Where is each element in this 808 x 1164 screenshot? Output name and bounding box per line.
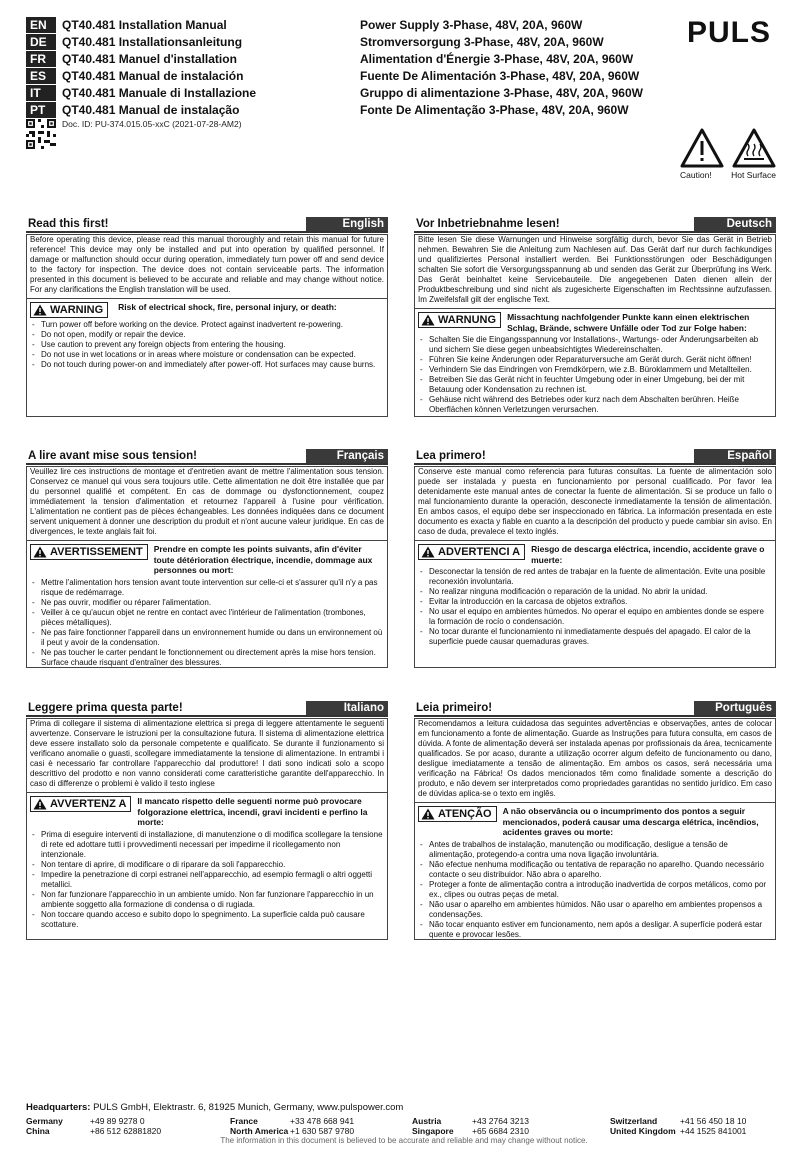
list-item: - No tocar durante el funcionamiento ni inmediatamente después del apagado. El calor de la superficie puede causar quemaduras graves. (418, 627, 772, 647)
warning-badge (30, 302, 108, 318)
qr-code-icon (26, 119, 56, 149)
hot-surface-icon (732, 128, 776, 168)
section-language: Deutsch (694, 217, 776, 231)
lang-code: EN (26, 17, 56, 33)
hazard-symbols (680, 128, 776, 180)
warning-label: WARNUNG (438, 314, 497, 326)
list-item: - Ne pas faire fonctionner l'appareil dans un environnement humide ou dans un environnement où il peut y avoir de la condensation. (30, 628, 384, 648)
list-item: - Do not touch during power-on and immediately after power-off. Hot surfaces may cause burns. (30, 360, 384, 370)
warning-label: ADVERTENCI A (438, 546, 521, 558)
warning-list (415, 567, 775, 651)
section-language: Italiano (306, 701, 388, 715)
section-header (414, 703, 776, 717)
header-row-es (26, 67, 786, 84)
warning-triangle-icon (421, 808, 435, 820)
header-row-pt (26, 101, 786, 118)
list-item: - Ne pas ouvrir, modifier ou réparer l'alimentation. (30, 598, 384, 608)
caution-caption: Caution! (680, 170, 712, 180)
list-item: - Proteger a fonte de alimentação contra a introdução inadvertida de corpos metálicos, como por ex., clipes ou outras peças de metal. (418, 880, 772, 900)
warning-list (27, 578, 387, 672)
contact-phone: +65 6684 2310 (472, 1126, 529, 1136)
header-row-it (26, 84, 786, 101)
warning-block (27, 793, 387, 830)
list-item: - Mettre l'alimentation hors tension avant toute intervention sur celle-ci et s'assurer qu'il n'y a pas risque de redémarrage. (30, 578, 384, 598)
list-item: - Não efectue nenhuma modificação ou tentativa de reparação no aparelho. Quando necessário contacte o seu distribuidor. Não abra o aparelho. (418, 860, 772, 880)
list-item: - Ne pas toucher le carter pendant le fonctionnement ou directement après la mise hors tension. Surface chaude risquant d'entraîner des blessures. (30, 648, 384, 668)
list-item: - Führen Sie keine Änderungen oder Reparaturversuche am Gerät durch. Gerät nicht öffnen! (418, 355, 772, 365)
manual-title: QT40.481 Manuel d'installation (62, 51, 237, 66)
contact-phone: +43 2764 3213 (472, 1116, 529, 1126)
contact-phone: +49 89 9278 0 (90, 1116, 145, 1126)
hot-surface-caption: Hot Surface (731, 170, 776, 180)
document-id: Doc. ID: PU-374.015.05-xxC (2021-07-28-AM2) (62, 119, 242, 129)
headquarters-line (26, 1102, 786, 1113)
warning-text: Missachtung nachfolgender Punkte kann einen elektrischen Schlag, Brände, schwere Unfälle oder Tod zur Folge haben: (507, 312, 750, 333)
list-item: - Non toccare quando acceso e subito dopo lo spegnimento. La superficie calda può causare scottature. (30, 910, 384, 930)
headquarters-address: PULS GmbH, Elektrastr. 6, 81925 Munich, Germany, www.pulspower.com (93, 1102, 404, 1113)
warning-block (27, 299, 387, 320)
section-title: Lea primero! (416, 450, 486, 462)
warning-list (415, 335, 775, 419)
list-item: - Do not use in wet locations or in areas where moisture or condensation can be expected. (30, 350, 384, 360)
section-title: A lire avant mise sous tension! (28, 450, 197, 462)
header-row-en (26, 16, 786, 33)
list-item: - Do not open, modify or repair the device. (30, 330, 384, 340)
warning-block (415, 541, 775, 567)
warning-text: Il mancato rispetto delle seguenti norme può provocare folgorazione elettrica, incendi, gravi incidenti e perfino la morte: (137, 796, 368, 827)
list-item: - Não tocar enquanto estiver em funcionamento, nem após a desligar. A superfície poderá estar quente e provocar lesões. (418, 920, 772, 940)
list-item: - Turn power off before working on the device. Protect against inadvertent re-powering. (30, 320, 384, 330)
warning-triangle-icon (33, 546, 47, 558)
warning-label: AVERTISSEMENT (50, 546, 143, 558)
contact-country: Austria (412, 1116, 442, 1126)
warning-badge (30, 544, 148, 560)
intro-text: Veuillez lire ces instructions de montage et d'entretien avant de mettre l'alimentation sous tension. Conservez ce manuel qui vous sera toujours utile. Cette alimentation ne doit être installée que par du personnel qualifié et compétent. En cas de dommage ou dysfonctionnement, coupez immédiatement la tension d'alimentation et retournez l'appareil à l'usine pour vérification. L'alimentation ne contient pas de pièces échangeables. Les données indiquées dans ce document servent uniquement à donner une description du produit et n'ont aucune valeur juridique. En cas de divergences, le texte anglais fait foi. (27, 465, 387, 541)
contact-country: Germany (26, 1116, 63, 1126)
footer-disclaimer: The information in this document is believed to be accurate and reliable and may change without notice. (220, 1136, 588, 1145)
list-item: - Evitar la introducción en la carcasa de objetos extraños. (418, 597, 772, 607)
manual-title: QT40.481 Installationsanleitung (62, 34, 243, 49)
contact-phone: +86 512 62881820 (90, 1126, 162, 1136)
section-title: Leggere prima questa parte! (28, 702, 183, 714)
product-subtitle: Alimentation d'Énergie 3-Phase, 48V, 20A, 960W (360, 51, 634, 66)
warning-label: WARNING (50, 304, 104, 316)
list-item: - Desconectar la tensión de red antes de trabajar en la fuente de alimentación. Evite una posible reconexión involuntaria. (418, 567, 772, 587)
product-subtitle: Stromversorgung 3-Phase, 48V, 20A, 960W (360, 34, 604, 49)
warning-list (27, 320, 387, 374)
lang-code: PT (26, 102, 56, 118)
section-deutsch (414, 218, 776, 417)
list-item: - Impedire la penetrazione di corpi estranei nell'apparecchio, ad esempio fermagli o altri oggetti metallici. (30, 870, 384, 890)
lang-code: IT (26, 85, 56, 101)
section-english (26, 218, 388, 417)
section-header (414, 219, 776, 233)
manual-title: QT40.481 Manual de instalación (62, 68, 244, 83)
warning-block (415, 309, 775, 335)
contact-phone: +44 1525 841001 (680, 1126, 747, 1136)
warning-block (27, 541, 387, 578)
headquarters-label: Headquarters: (26, 1102, 91, 1113)
warning-text: Riesgo de descarga eléctrica, incendio, accidente grave o muerte: (531, 544, 765, 565)
section-italiano (26, 702, 388, 940)
section-language: Español (694, 449, 776, 463)
header-row-de (26, 33, 786, 50)
list-item: - Schalten Sie die Eingangsspannung vor Installations-, Wartungs- oder Änderungsarbeiten ab und sichern Sie diese gegen unbeabsichtigtes Wiedereinschalten. (418, 335, 772, 355)
intro-text: Prima di collegare il sistema di alimentazione elettrica si prega di leggere attentamente le seguenti avvertenze. Conservare le istruzioni per la consultazione futura. Il sistema di alimentazione elettrica deve essere installato solo da personale competente e qualificato. Se durante il funzionamento si verificano anomalie o guasti, scollegare immediatamente la tensione di alimentazione. In entrambi i casi è necessario far controllare l'apparecchio dal produttore! I dati sono indicati solo a scopo descrittivo del prodotto e non vanno considerati come caratteristiche garantite dell'apparecchio. In caso di differenze o problemi è valido il testo inglese (27, 717, 387, 793)
warning-badge (418, 544, 525, 560)
warning-list (27, 830, 387, 934)
section-language: English (306, 217, 388, 231)
manual-title: QT40.481 Manuale di Installazione (62, 85, 257, 100)
list-item: - Verhindern Sie das Eindringen von Fremdkörpern, wie z.B. Büroklammern und Metallteilen. (418, 365, 772, 375)
warning-text: Prendre en compte les points suivants, afin d'éviter toute détérioration électrique, incendie, dommage aux personnes ou mort: (153, 544, 373, 575)
list-item: - Non far funzionare l'apparecchio in un ambiente umido. Non far funzionare l'apparecchio in un ambiente soggetto alla formazione di condensa o di rugiada. (30, 890, 384, 910)
lang-code: ES (26, 68, 56, 84)
product-subtitle: Power Supply 3-Phase, 48V, 20A, 960W (360, 17, 583, 32)
manual-title: QT40.481 Manual de instalação (62, 102, 240, 117)
contact-phone: +1 630 587 9780 (290, 1126, 355, 1136)
header-row-fr (26, 50, 786, 67)
list-item: - Non tentare di aprire, di modificare o di riparare da soli l'apparecchio. (30, 860, 384, 870)
warning-block (415, 803, 775, 840)
caution-icon (680, 128, 724, 168)
lang-code: FR (26, 51, 56, 67)
warning-list (415, 840, 775, 944)
list-item: - No usar el equipo en ambientes húmedos. No operar el equipo en ambientes donde se espere la formación de rocío o condensación. (418, 607, 772, 627)
section-language: Português (694, 701, 776, 715)
contact-country: Switzerland (610, 1116, 658, 1126)
contact-grid (26, 1116, 786, 1136)
product-subtitle: Fonte De Alimentação 3-Phase, 48V, 20A, 960W (360, 102, 629, 117)
logo-text: PULS (686, 17, 772, 47)
section-header (26, 703, 388, 717)
list-item: - No realizar ninguna modificación o reparación de la unidad. No abrir la unidad. (418, 587, 772, 597)
warning-triangle-icon (33, 798, 47, 810)
intro-text: Bitte lesen Sie diese Warnungen und Hinweise sorgfältig durch, bevor Sie das Gerät in Betrieb nehmen. Bewahren Sie die Anleitung zum Nachlesen auf. Das Gerät darf nur durch fachkundiges und qualifiziertes Personal installiert werden. Bei Funktionsstörungen oder Beschädigungen schalten Sie sofort die Versorgungsspannung ab und senden das Gerät zur Überprüfung ins Werk. Das Gerät beinhaltet keine Servicebauteile. Die angegebenen Daten dienen allein der Produktbeschreibung und sind nicht als zugesicherte Eigenschaften im Rechtssinne aufzufassen. Im Zweifelsfall gilt der englische Text. (415, 233, 775, 309)
intro-text: Recomendamos a leitura cuidadosa das seguintes advertências e observações, antes de colocar em funcionamento a fonte de alimentação. Guarde as Instruções para futura consulta, em casos de dúvida. A fonte de alimentação deverá ser instalada apenas por profissionais da área, tecnicamente qualificados. Se por acaso, durante a utilização ocorrer algum defeito de funcionamento ou dano, desligue imediatamente a tensão de alimentação. Em ambos os casos, será necessária uma verificação na Fábrica! Os dados mencionados têm como finalidade somente a descrição do produto, e não devem ser interpretados como propriedades garantidas no sentido jurídico. Em caso de dúvidas aplica-se o texto em inglês. (415, 717, 775, 803)
contact-country: France (230, 1116, 258, 1126)
warning-text: Risk of electrical shock, fire, personal injury, or death: (118, 302, 337, 312)
section-header (26, 451, 388, 465)
contact-country: North America (230, 1126, 289, 1136)
list-item: - Antes de trabalhos de instalação, manutenção ou modificação, desligue a tensão de alimentação, protegendo-a contra uma nova ligação involuntária. (418, 840, 772, 860)
section-title: Vor Inbetriebnahme lesen! (416, 218, 560, 230)
list-item: - Gehäuse nicht während des Betriebes oder kurz nach dem Abschalten berühren. Heiße Oberflächen können Verletzungen verursachen. (418, 395, 772, 415)
contact-country: United Kingdom (610, 1126, 676, 1136)
intro-text: Conserve este manual como referencia para futuras consultas. La fuente de alimentación solo puede ser instalada y puesta en funcionamiento por personal cualificado. Por favor lea detenidamente este manual antes de conectar la fuente de alimentación. Si se produce un fallo o mal funcionamiento durante la operación, desconecte inmediatamente la tensión de alimentación. En ambos casos, el equipo debe ser inspeccionado en fábrica. La información presentada en este documento es exacta y fiable en cuanto a la descripción del producto y puede cambiar sin aviso. En caso de duda, prevalece el texto inglés. (415, 465, 775, 541)
section-title: Leia primeiro! (416, 702, 493, 714)
section-francais (26, 450, 388, 668)
section-espanol (414, 450, 776, 668)
section-title: Read this first! (28, 218, 109, 230)
contact-country: Singapore (412, 1126, 454, 1136)
section-header (26, 219, 388, 233)
list-item: - Prima di eseguire interventi di installazione, di manutenzione o di modifica scollegare la tensione di rete ed adottare tutti i provvedimenti necessari per impedirne il ricollegamento non intenzionale. (30, 830, 384, 860)
contact-phone: +33 478 668 941 (290, 1116, 355, 1126)
list-item: - Não usar o aparelho em ambientes húmidos. Não usar o aparelho em ambientes propensos a condensações. (418, 900, 772, 920)
warning-badge (418, 806, 497, 822)
warning-badge (418, 312, 501, 328)
warning-text: A não observância ou o incumprimento dos pontos a seguir mencionados, poderá causar uma descarga elétrica, incêndios, acidentes graves ou morte: (502, 806, 759, 837)
warning-label: ATENÇÃO (438, 808, 492, 820)
warning-triangle-icon (421, 314, 435, 326)
section-portugues (414, 702, 776, 940)
section-header (414, 451, 776, 465)
list-item: - Veiller à ce qu'aucun objet ne rentre en contact avec l'intérieur de l'alimentation (trombones, pièces métalliques). (30, 608, 384, 628)
contact-phone: +41 56 450 18 10 (680, 1116, 747, 1126)
contact-country: China (26, 1126, 50, 1136)
puls-logo (681, 17, 777, 47)
warning-triangle-icon (33, 304, 47, 316)
document-header (26, 16, 786, 118)
list-item: - Betreiben Sie das Gerät nicht in feuchter Umgebung oder in einer Umgebung, bei der mit Betauung oder Kondensation zu rechnen ist. (418, 375, 772, 395)
manual-title: QT40.481 Installation Manual (62, 17, 227, 32)
product-subtitle: Gruppo di alimentazione 3-Phase, 48V, 20A, 960W (360, 85, 643, 100)
list-item: - Use caution to prevent any foreign objects from entering the housing. (30, 340, 384, 350)
warning-label: AVVERTENZ A (50, 798, 127, 810)
intro-text: Before operating this device, please read this manual thoroughly and retain this manual for future reference! This device may only be installed and put into operation by qualified personnel. If damage or malfunction should occur during operation, immediately turn power off and send device to the factory for inspection. The device does not contain serviceable parts. The information presented in this document is believed to be accurate and reliable and may change without notice. For any clarifications the English translation will be used. (27, 233, 387, 299)
product-subtitle: Fuente De Alimentación 3-Phase, 48V, 20A, 960W (360, 68, 640, 83)
section-language: Français (306, 449, 388, 463)
warning-badge (30, 796, 131, 812)
lang-code: DE (26, 34, 56, 50)
warning-triangle-icon (421, 546, 435, 558)
document-footer (26, 1102, 786, 1136)
